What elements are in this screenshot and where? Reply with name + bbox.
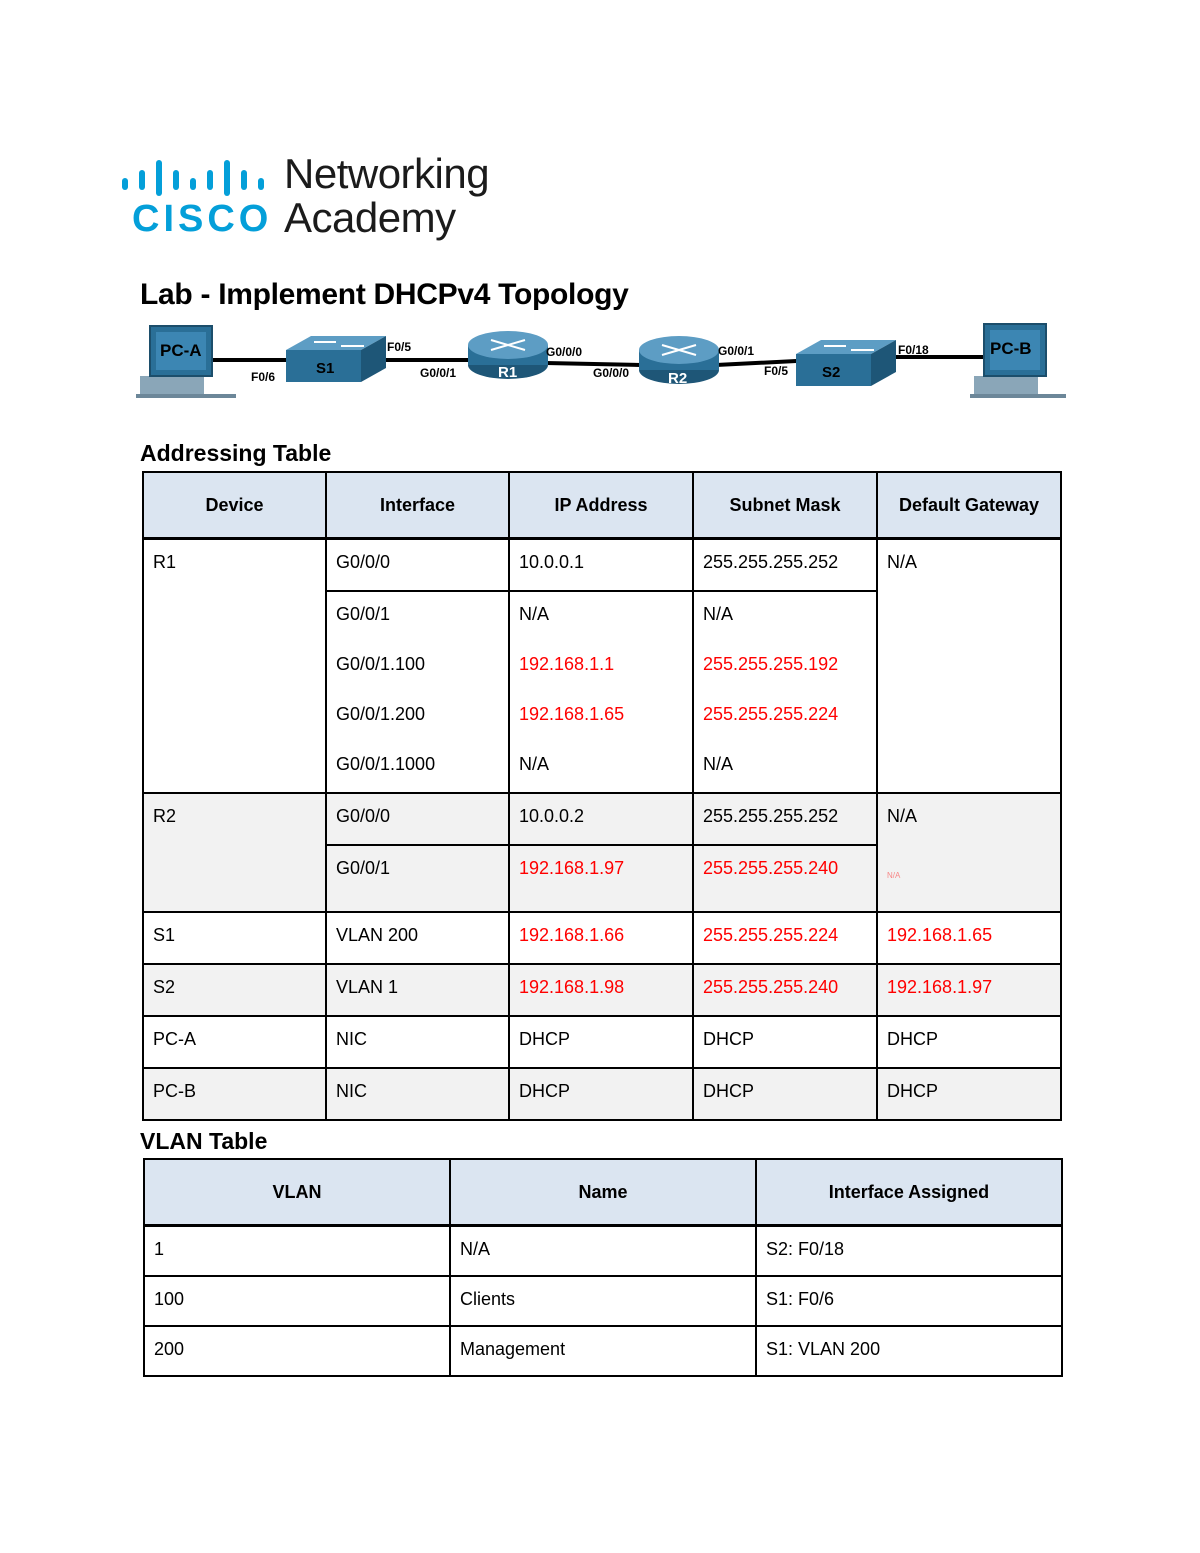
- addressing-table-heading: Addressing Table: [140, 440, 332, 466]
- cell: S1: F0/6: [756, 1276, 1062, 1326]
- cell: S1: [143, 912, 326, 964]
- cell: 1: [144, 1226, 450, 1277]
- logo-academy: Academy: [284, 194, 456, 241]
- faint-gateway-text: N/A: [887, 871, 901, 880]
- cell: S1: VLAN 200: [756, 1326, 1062, 1376]
- table-row: [143, 591, 1061, 642]
- cell: DHCP: [877, 1016, 1061, 1068]
- cell: N/A: [877, 793, 1061, 845]
- cell: 255.255.255.240: [693, 964, 877, 1016]
- table-row: [144, 1276, 1062, 1326]
- cell: 192.168.1.1: [509, 642, 693, 692]
- cell: R1: [143, 539, 326, 592]
- cell: N/A: [693, 591, 877, 642]
- table-row: [143, 742, 1061, 793]
- cell: N/A: [509, 591, 693, 642]
- port-label-f0-5-s2: F0/5: [764, 364, 789, 378]
- cell: G0/0/1.100: [326, 642, 509, 692]
- col-vlan: VLAN: [144, 1159, 450, 1226]
- cisco-bars-icon: [120, 156, 270, 198]
- cell: VLAN 200: [326, 912, 509, 964]
- col-ip-address: IP Address: [509, 472, 693, 539]
- addressing-header-row: [143, 472, 1061, 539]
- cell: [143, 642, 326, 692]
- cell: DHCP: [693, 1016, 877, 1068]
- r1-label: R1: [498, 364, 518, 381]
- cell: G0/0/1: [326, 591, 509, 642]
- r2-router-icon: [639, 336, 719, 387]
- cell: VLAN 1: [326, 964, 509, 1016]
- port-label-g0-0-1-r1: G0/0/1: [420, 366, 457, 380]
- table-row: [143, 539, 1061, 592]
- table-row: [143, 692, 1061, 742]
- cell: 192.168.1.97: [877, 964, 1061, 1016]
- table-row: [143, 642, 1061, 692]
- cell: Clients: [450, 1276, 756, 1326]
- pc-b-label: PC-B: [990, 339, 1032, 358]
- cell: [143, 845, 326, 912]
- cell: 10.0.0.2: [509, 793, 693, 845]
- cell: NIC: [326, 1068, 509, 1120]
- pc-b-icon: [970, 324, 1066, 398]
- cell: PC-B: [143, 1068, 326, 1120]
- col-interface: Interface: [326, 472, 509, 539]
- cell: 255.255.255.192: [693, 642, 877, 692]
- cell: DHCP: [509, 1068, 693, 1120]
- port-label-g0-0-0-r2: G0/0/0: [593, 366, 630, 380]
- vlan-table-heading: VLAN Table: [140, 1128, 268, 1154]
- cell: G0/0/1.1000: [326, 742, 509, 793]
- s2-label: S2: [822, 364, 841, 381]
- addressing-table: [142, 471, 1062, 1121]
- port-label-f0-6: F0/6: [251, 370, 276, 384]
- col-interface-assigned: Interface Assigned: [756, 1159, 1062, 1226]
- cell: [143, 742, 326, 793]
- logo-networking: Networking: [284, 150, 490, 197]
- cell: [877, 742, 1061, 793]
- cell: S2: F0/18: [756, 1226, 1062, 1277]
- cell: 192.168.1.98: [509, 964, 693, 1016]
- cell: N/A: [450, 1226, 756, 1277]
- cell: 255.255.255.224: [693, 912, 877, 964]
- table-row: [143, 845, 1061, 912]
- port-label-f0-5-s1: F0/5: [387, 340, 412, 354]
- port-label-g0-0-0-r1: G0/0/0: [546, 345, 583, 359]
- table-row: [144, 1326, 1062, 1376]
- cell: 255.255.255.224: [693, 692, 877, 742]
- cell: Management: [450, 1326, 756, 1376]
- cell: 192.168.1.97: [509, 845, 693, 912]
- network-topology: [136, 320, 1066, 410]
- table-row: [143, 1016, 1061, 1068]
- cell: [877, 642, 1061, 692]
- s1-switch-icon: [286, 336, 386, 382]
- cell: 100: [144, 1276, 450, 1326]
- page-title: Lab - Implement DHCPv4 Topology: [140, 278, 629, 311]
- col-subnet-mask: Subnet Mask: [693, 472, 877, 539]
- cell: 192.168.1.65: [877, 912, 1061, 964]
- cell: N/A: [877, 539, 1061, 592]
- r2-label: R2: [668, 370, 688, 387]
- cell: 10.0.0.1: [509, 539, 693, 592]
- cell: 192.168.1.66: [509, 912, 693, 964]
- cell: [143, 591, 326, 642]
- cell: R2: [143, 793, 326, 845]
- cell: 192.168.1.65: [509, 692, 693, 742]
- pc-a-label: PC-A: [160, 341, 202, 360]
- cell: [877, 692, 1061, 742]
- cell: DHCP: [693, 1068, 877, 1120]
- port-label-g0-0-1-r2: G0/0/1: [718, 344, 755, 358]
- col-default-gateway: Default Gateway: [877, 472, 1061, 539]
- cell: DHCP: [509, 1016, 693, 1068]
- table-row: [143, 1068, 1061, 1120]
- cell: G0/0/0: [326, 539, 509, 592]
- cell: N/A: [693, 742, 877, 793]
- port-label-f0-18: F0/18: [898, 343, 929, 357]
- cell: DHCP: [877, 1068, 1061, 1120]
- table-row: [144, 1226, 1062, 1277]
- vlan-header-row: [144, 1159, 1062, 1226]
- s2-switch-icon: [796, 340, 896, 386]
- col-device: Device: [143, 472, 326, 539]
- cell: 255.255.255.252: [693, 793, 877, 845]
- cisco-networking-academy-logo: [118, 148, 518, 248]
- s1-label: S1: [316, 360, 335, 377]
- cell: G0/0/1: [326, 845, 509, 912]
- r1-router-icon: [468, 331, 548, 381]
- cell: N/A: [509, 742, 693, 793]
- cell: 255.255.255.240: [693, 845, 877, 912]
- col-name: Name: [450, 1159, 756, 1226]
- table-row: [143, 912, 1061, 964]
- cell: PC-A: [143, 1016, 326, 1068]
- cell: NIC: [326, 1016, 509, 1068]
- cell: G0/0/1.200: [326, 692, 509, 742]
- cell: 200: [144, 1326, 450, 1376]
- link-r1-r2: [546, 363, 641, 365]
- table-row: [143, 964, 1061, 1016]
- vlan-table: [143, 1158, 1063, 1377]
- cell: 255.255.255.252: [693, 539, 877, 592]
- cell: [877, 591, 1061, 642]
- cell: S2: [143, 964, 326, 1016]
- cisco-wordmark: CISCO: [132, 198, 273, 240]
- table-row: [143, 793, 1061, 845]
- cell: [143, 692, 326, 742]
- cell: G0/0/0: [326, 793, 509, 845]
- cell: [877, 845, 1061, 912]
